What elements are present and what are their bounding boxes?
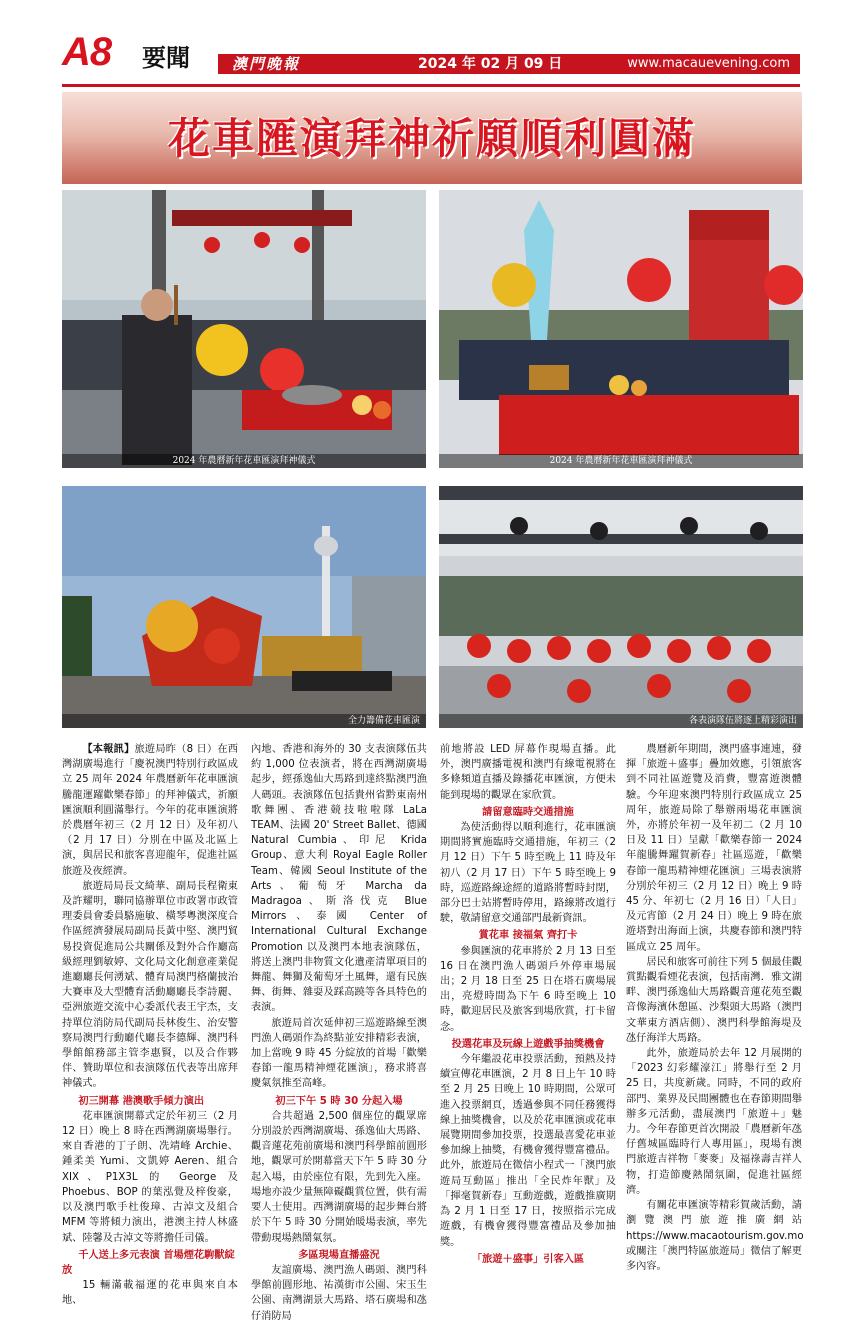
issue-date: 2024 年 02 月 09 日 (418, 56, 563, 72)
section-name: 要聞 (142, 44, 190, 72)
subheading: 賞花車 接福氣 齊打卡 (478, 930, 578, 942)
article-paragraph: 前地將設 LED 屏幕作現場直播。此外，澳門廣播電視和澳門有線電視將在多條頻道直播及錄播花車匯演，方便未能到現場的觀眾在家欣賞。 (440, 744, 616, 801)
article-paragraph: 此外，旅遊局於去年 12 月展開的「2023 幻彩耀濠江」將舉行至 2 月 25 日，共度新歲。同時，不同的政府部門、業界及民間團體也在春節期間舉辦多元活動，盡展澳門「旅遊＋」魅力。今年春節更首次開設「農曆新年氹仔舊城區臨時行人專用區」，現場有澳門旅遊吉祥物「麥麥」及福祿壽吉祥人物，打造節慶熱鬧氛圍，促進社區經濟。 (626, 1048, 802, 1196)
article-paragraph: 農曆新年期間，澳門盛事連連，發揮「旅遊＋盛事」疊加效應，引領旅客到不同社區遊覽及消費，豐富遊澳體驗。今年迎來澳門特別行政區成立 25 周年，旅遊局除了舉辦兩場花車匯演外，亦將於年初一及年初二（2 月 10 日及 11 日）呈獻「歡樂春節一 2024 年龍騰舞躍賀新春」社區巡遊，「歡樂春節一龍馬精神煙花匯演」三場表演將分別於年初三（2 月 12 日）晚上 9 時 45 分、年初七（2 月 16 日）「人日」及元宵節（2 月 24 日）晚上 9 時在旅遊塔對出海面上演，共慶春節和澳門特區成立 25 周年。 (626, 744, 802, 953)
photo-stage-performance (439, 486, 803, 728)
header-bar (218, 54, 800, 74)
photo-caption: 各表演隊伍將逐上精彩演出 (439, 714, 803, 728)
subheading: 「旅遊＋盛事」引客入區 (471, 1253, 585, 1265)
article-paragraph: 參與匯演的花車將於 2 月 13 日至 16 日在澳門漁人碼頭戶外停車場展出；2 月 18 日至 25 日在塔石廣場展出，亮燈時間為下午 6 時至晚上 10 時，歡迎居民及旅客到場欣賞，打卡留念。 (440, 945, 616, 1033)
newspaper-name: 澳門晚報 (232, 55, 301, 73)
article-paragraph: 為使活動得以順利進行，花車匯演期間將實施臨時交通措施，年初三（2 月 12 日）下午 5 時至晚上 11 時及年初八（2 月 17 日）下午 5 時至晚上 9 時，巡遊路線途經的道路將暫時封閉，部分巴士站將暫時停用，路線將改道行駛，敬請留意交通部門最新資訊。 (440, 822, 616, 925)
header-rule (62, 84, 800, 87)
subheading: 請留意臨時交通措施 (482, 806, 574, 818)
photo-caption: 全力籌備花車匯演 (62, 714, 426, 728)
article-paragraph: 有關花車匯演等精彩賀歲活動，請瀏覽澳門旅遊推廣網站 https://www.macaotourism.gov.mo 或關注「澳門特區旅遊局」微信了解更多內容。 (626, 1200, 804, 1272)
article-paragraph: 旅遊局局長文綺華、副局長程衛東及許耀明，聯同協辦單位市政署市政管理委員會委員駱施敏、橫琴粵澳深度合作區經濟發展局副局長黃中堅、澳門貿易投資促進局公共關係及對外合作廳高級經理劉敏婷、文化局文化創意產業促進廳廳長何湧斌、體育局澳門格蘭披治大賽車及大型體育活動廳廳長李詩麗、亞洲旅遊交流中心委派代表王宇杰，支持單位消防局代副局長林俊生、治安警察局澳門行動廳代廳長李德輝、澳門科學館館務部主管李惠賢，以及合作夥伴、贊助單位和表演隊伍代表等出席拜神儀式。 (62, 880, 238, 1090)
subheading: 千人送上多元表演 首場煙花駒獸綻放 (62, 1249, 235, 1276)
article-column-4 (626, 742, 802, 1274)
article-paragraph: 花車匯演開幕式定於年初三（2 月 12 日）晚上 8 時在西灣湖廣場舉行。來自香港的丁子朗、冼靖峰 Archie、鍾柔美 Yumi、文凱婷 Aeren、組合 XIX、P1X3L 的 George 及 Phoebus、BOP 的葉泓覺及梓俊豪，以及澳門歌手杜俊璋、古淖文及組合 MFM 等將傾力演出，港澳主持人林盛斌、陸馨及古淖文等將擔任司儀。 (62, 1110, 238, 1244)
headline-banner (62, 92, 802, 184)
article-paragraph: 【本報訊】旅遊局昨（8 日）在西灣湖廣場進行「慶祝澳門特別行政區成立 25 周年 2024 年農曆新年花車匯演 騰龍運躍歡樂春節」的拜神儀式，祈願匯演順利圓滿舉行。今年的花車匯演將於農曆年初三（2 月 12 日）及年初八（2 月 17 日）分別在中區及北區上演，與居民和旅客喜迎龍年，促進社區旅遊及夜經濟。 (62, 744, 238, 877)
photo-parade-float (62, 486, 426, 728)
photo-worship-ceremony-2 (439, 190, 803, 468)
subheading: 投選花車及玩線上遊戲爭抽獎機會 (451, 1038, 605, 1050)
page-header (62, 28, 800, 84)
website-url[interactable]: www.macauevening.com (627, 56, 790, 71)
subheading: 初三開幕 港澳歌手傾力演出 (78, 1095, 205, 1107)
article-paragraph: 旅遊局首次延伸初三巡遊路線至澳門漁人碼頭作為終點並安排精彩表演，加上當晚 9 時 45 分綻放的首場「歡樂春節一龍馬精神煙花匯演」，務求將喜慶氣氛推至高峰。 (251, 1017, 427, 1090)
article-column-3 (440, 742, 616, 1267)
article-paragraph: 內地、香港和海外的 30 支表演隊伍共約 1,000 位表演者，將在西灣湖廣場起步，經孫逸仙大馬路到達終點澳門漁人碼頭。表演隊伍包括貴州省黔東南州歌舞團、香港競技啦啦隊 LaLa TEAM、法國 20' Street Ballet、德國 Natural Cumbia、印尼 Krida Group、意大利 Royal Eagle Roller Team、韓國 Seoul Institute of the Arts、葡萄牙 Marcha da Madragoa、斯洛伐克 Blue Mirrors、泰國 Center of International Cultural Exchange Promotion 以及澳門本地表演隊伍，將送上澳門非物質文化遺產清單項目的舞龍、舞獅及葡萄牙土風舞，還有民族舞、街舞、雜耍及踩高蹺等各具特色的表演。 (251, 744, 427, 1014)
subheading: 初三下午 5 時 30 分起入場 (275, 1095, 403, 1107)
photo-worship-ceremony-1 (62, 190, 426, 468)
subheading: 多區現場直播盛況 (298, 1249, 380, 1261)
article-column-1 (62, 742, 238, 1309)
photo-caption: 2024 年農曆新年花車匯演拜神儀式 (62, 454, 426, 468)
headline: 花車匯演拜神祈願順利圓滿 (167, 114, 696, 163)
article-paragraph: 友誼廣場、澳門漁人碼頭、澳門科學館前圓形地、祐漢街市公園、宋玉生公園、南灣湖景大馬路、塔石廣場和氹仔消防局 (251, 1264, 427, 1322)
article-paragraph: 15 輛滿載福運的花車與來自本地、 (62, 1280, 238, 1307)
article-paragraph: 居民和旅客可前往下列 5 個最佳觀賞點觀看煙花表演，包括南灣．雅文湖畔、澳門孫逸仙大馬路觀音蓮花苑至觀音像海濱休憩區、沙梨頭大馬路（澳門文華東方酒店側）、澳門科學館海堤及氹仔海洋大馬路。 (626, 956, 802, 1044)
section-number: A8 (62, 30, 112, 74)
article-column-2 (251, 742, 427, 1324)
article-lead: 【本報訊】 (82, 744, 135, 755)
article-paragraph: 今年繼設花車投票活動，預熱及持續宣傳花車匯演，2 月 8 日上午 10 時至 2 月 25 日晚上 10 時期間，公眾可進入投票網頁，透過參與不同任務獲得線上抽獎機會，以及於花車匯演或花車展覽期間參加投票，投選最喜愛花車並參加線上抽獎，有機會獲得豐富禮品。此外，旅遊局在微信小程式一「澳門旅遊局互動區」推出「全民炸年獸」及「揮毫賀新春」互動遊戲，遊戲推廣期為 2 月 1 日至 17 日，按照指示完成遊戲，有機會獲得豐富禮品及參加抽獎。 (440, 1054, 616, 1248)
photo-caption: 2024 年農曆新年花車匯演拜神儀式 (439, 454, 803, 468)
article-paragraph: 合共超過 2,500 個座位的觀眾席分別設於西灣湖廣場、孫逸仙大馬路、觀音蓮花苑前廣場和澳門科學館前圓形地，觀眾可於開幕當天下午 5 時 30 分起入場，由於座位有限，先到先入座。場地亦設少量無障礙觀賞位置，供有需要人士使用。西灣湖廣場的起步舞台將於下午 5 時 30 分開始暖場表演，率先帶動現場熱鬧氣氛。 (251, 1110, 427, 1244)
